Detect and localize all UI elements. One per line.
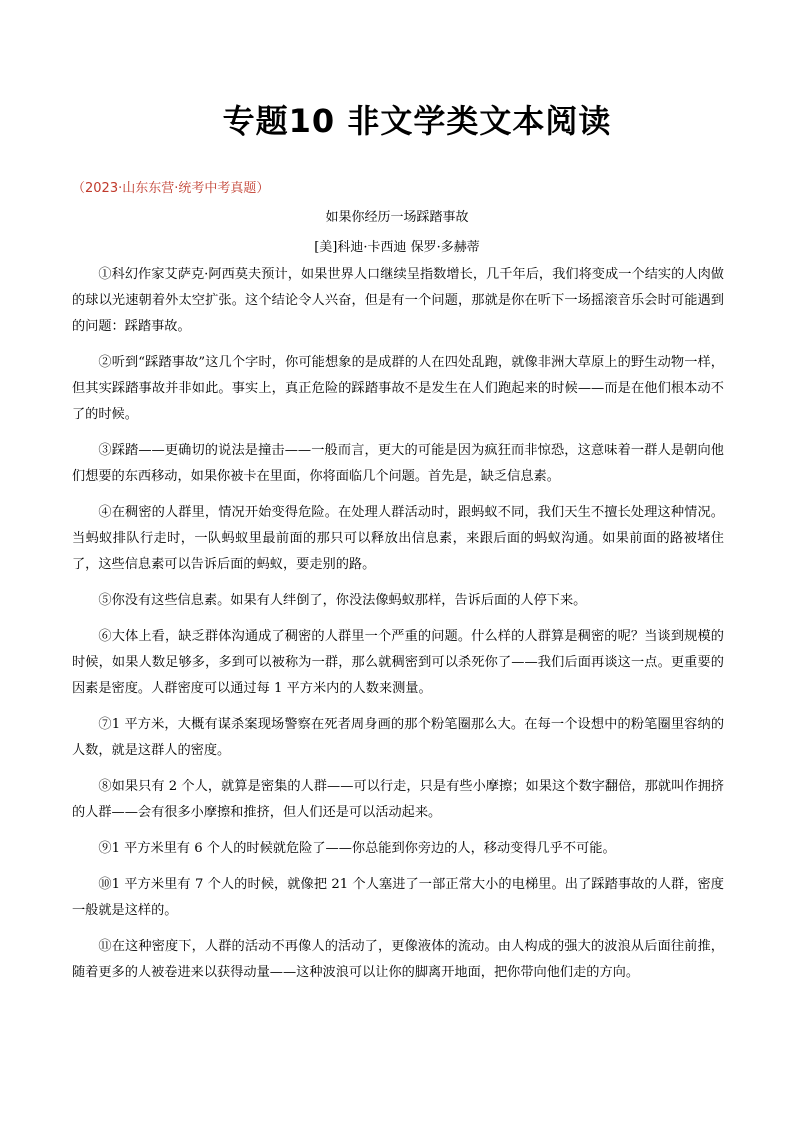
paragraph-3: ③踩踏——更确切的说法是撞击——一般而言，更大的可能是因为疯狂而非惊恐，这意味着一群人是朝向他们想要的东西移动，如果你被卡在里面，你将面临几个问题。首先是，缺乏信息素。 [72,443,724,484]
article-body [72,262,724,996]
paragraph-2: ②听到“踩踏事故”这几个字时，你可能想象的是成群的人在四处乱跑，就像非洲大草原上的野生动物一样，但其实踩踏事故并非如此。事实上，真正危险的踩踏事故不是发生在人们跑起来的时候——而是在他们根本动不了的时候。 [72,355,724,422]
paragraph-4: ④在稠密的人群里，情况开始变得危险。在处理人群活动时，跟蚂蚁不同，我们天生不擅长处理这种情况。当蚂蚁排队行走时，一队蚂蚁里最前面的那只可以释放出信息素，来跟后面的蚂蚁沟通。如果前面的路被堵住了，这些信息素可以告诉后面的蚂蚁，要走别的路。 [72,505,724,572]
paragraph-8: ⑧如果只有 2 个人，就算是密集的人群——可以行走，只是有些小摩擦；如果这个数字翻倍，那就叫作拥挤的人群——会有很多小摩擦和推挤，但人们还是可以活动起来。 [72,779,724,820]
paragraph-11: ⑪在这种密度下，人群的活动不再像人的活动了，更像液体的流动。由人构成的强大的波浪从后面往前推，随着更多的人被卷进来以获得动量——这种波浪可以让你的脚离开地面，把你带向他们走的方向。 [72,939,724,980]
paragraph-9: ⑨1 平方米里有 6 个人的时候就危险了——你总能到你旁边的人，移动变得几乎不可能。 [98,841,616,856]
exam-source: （2023·山东东营·统考中考真题） [72,181,270,196]
page-title: 专题10 非文学类文本阅读 [222,102,612,140]
paragraph-1: ①科幻作家艾萨克·阿西莫夫预计，如果世界人口继续呈指数增长，几千年后，我们将变成一个结实的人肉做的球以光速朝着外太空扩张。这个结论令人兴奋，但是有一个问题，那就是你在听下一场摇滚音乐会时可能遇到的问题：踩踏事故。 [72,267,724,334]
paragraph-5: ⑤你没有这些信息素。如果有人绊倒了，你没法像蚂蚁那样，告诉后面的人停下来。 [98,593,587,608]
paragraph-6: ⑥大体上看，缺乏群体沟通成了稠密的人群里一个严重的问题。什么样的人群算是稠密的呢？当谈到规模的时候，如果人数足够多，多到可以被称为一群，那么就稠密到可以杀死你了——我们后面再谈这一点。更重要的因素是密度。人群密度可以通过每 1 平方米内的人数来测量。 [72,629,724,696]
article-title: 如果你经历一场踩踏事故 [325,210,469,225]
article-author: [美]科迪·卡西迪 保罗·多赫蒂 [314,240,480,255]
paragraph-7: ⑦1 平方米，大概有谋杀案现场警察在死者周身画的那个粉笔圈那么大。在每一个设想中的粉笔圈里容纳的人数，就是这群人的密度。 [72,717,724,758]
paragraph-10: ⑩1 平方米里有 7 个人的时候，就像把 21 个人塞进了一部正常大小的电梯里。出了踩踏事故的人群，密度一般就是这样的。 [72,877,724,918]
